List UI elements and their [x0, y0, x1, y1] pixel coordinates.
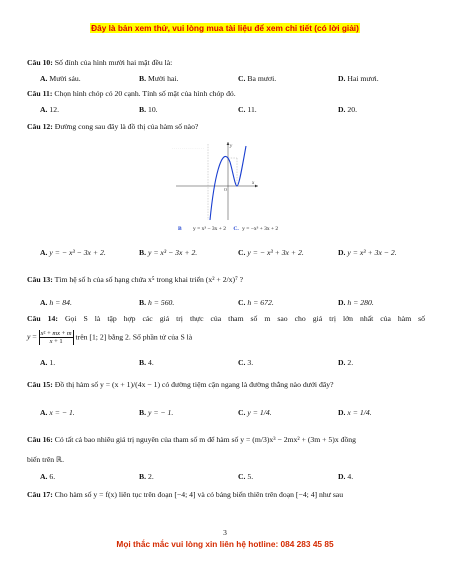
- option-d: D. y = x³ + 3x − 2.: [338, 248, 397, 257]
- question-12: [27, 122, 425, 132]
- option-d: D. 20.: [338, 105, 358, 114]
- option-a: A. 6.: [40, 472, 56, 481]
- page-number: 3: [223, 528, 227, 537]
- origin-label: O: [224, 187, 227, 192]
- option-c: C. y = − x³ + 3x + 2.: [238, 248, 304, 257]
- option-b: B. 10.: [139, 105, 158, 114]
- question-text: Chọn hình chóp có 20 cạnh. Tính số mặt của hình chóp đó.: [54, 89, 236, 98]
- option-c: C. h = 672.: [238, 298, 274, 307]
- option-c: C. 11.: [238, 105, 257, 114]
- y-axis-label: y: [230, 144, 233, 149]
- question-16: [27, 435, 425, 445]
- question-text: Số đỉnh của hình mười hai mặt đều là:: [54, 58, 173, 67]
- option-c: C. 3.: [238, 358, 254, 367]
- option-b: B. y = x³ − 3x + 2.: [139, 248, 198, 257]
- option-d: D. Hai mươi.: [338, 74, 379, 83]
- question-15: [27, 380, 425, 390]
- option-b: B. Mười hai.: [139, 74, 179, 83]
- question-11: [27, 89, 425, 99]
- option-d: D. 2.: [338, 358, 354, 367]
- option-d: D. 4.: [338, 472, 354, 481]
- graph-header-faint: · · · · · · · · · · · · · · · ·: [172, 147, 204, 151]
- question-text: Gọi S là tập hợp các giá trị thực của tham số m sao cho giá trị lớn nhất của hàm số: [64, 314, 426, 323]
- cubic-graph: [176, 140, 260, 222]
- question-14-line2: [27, 330, 425, 345]
- function-expression: y = $\frac{\text{x² + mx + m}}{x + 1}$: [27, 330, 72, 345]
- question-number: Câu 16:: [27, 435, 53, 444]
- option-a: A. 12.: [40, 105, 60, 114]
- option-a: A. Mười sáu.: [40, 74, 81, 83]
- graph-caption: B y = x³ − 3x + 2 C. y = −x³ + 3x + 2: [178, 226, 279, 232]
- option-b: B. 4.: [139, 358, 154, 367]
- option-b: B. 2.: [139, 472, 154, 481]
- question-text: trên [1; 2] bằng 2. Số phần tử của S là: [75, 332, 193, 342]
- question-text: Có tất cả bao nhiêu giá trị nguyên của tham số m để hàm số y = (m/3)x³ − 2mx² + (3m + 5)x đồng: [54, 435, 356, 444]
- x-axis-label: x: [252, 181, 255, 186]
- option-d: D. x = 1/4.: [338, 408, 372, 417]
- option-a: A. y = − x³ − 3x + 2.: [40, 248, 106, 257]
- question-number: Câu 14:: [27, 314, 58, 323]
- option-a: A. 1.: [40, 358, 56, 367]
- question-16-line2: [27, 455, 425, 465]
- question-text: Tìm hệ số h của số hạng chứa x⁵ trong khai triển (x² + 2/x)⁷ ?: [54, 275, 244, 284]
- question-number: Câu 12:: [27, 122, 53, 131]
- hotline-footer: Mọi thắc mắc vui lòng xin liên hệ hotline: 084 283 45 85: [116, 539, 334, 549]
- option-c: C. 5.: [238, 472, 254, 481]
- preview-banner: Đây là bản xem thử, vui lòng mua tài liệu để xem chi tiết (có lời giải): [91, 23, 359, 33]
- option-a: A. h = 84.: [40, 298, 72, 307]
- question-number: Câu 17:: [27, 490, 53, 499]
- option-b: B. h = 560.: [139, 298, 175, 307]
- y-axis-arrow: [227, 142, 230, 145]
- question-17: [27, 490, 425, 500]
- question-14: [27, 314, 425, 324]
- x-axis-arrow: [255, 185, 258, 188]
- question-number: Câu 15:: [27, 380, 53, 389]
- question-number: Câu 13:: [27, 275, 53, 284]
- option-d: D. h = 280.: [338, 298, 374, 307]
- question-text: Cho hàm số y = f(x) liên tục trên đoạn [−4; 4] và có bảng biến thiên trên đoạn [−4; 4] như sau: [54, 490, 344, 499]
- question-text: Đường cong sau đây là đồ thị của hàm số nào?: [54, 122, 199, 131]
- option-c: C. y = 1/4.: [238, 408, 272, 417]
- question-number: Câu 10:: [27, 58, 53, 67]
- option-c: C. Ba mươi.: [238, 74, 277, 83]
- option-a: A. x = − 1.: [40, 408, 75, 417]
- question-10: [27, 58, 425, 68]
- question-13: [27, 275, 425, 285]
- question-text: biến trên ℝ.: [27, 455, 65, 464]
- question-number: Câu 11:: [27, 89, 53, 98]
- question-text: Đồ thị hàm số y = (x + 1)/(4x − 1) có đường tiệm cận ngang là đường thẳng nào dưới đây?: [54, 380, 334, 389]
- option-b: B. y = − 1.: [139, 408, 174, 417]
